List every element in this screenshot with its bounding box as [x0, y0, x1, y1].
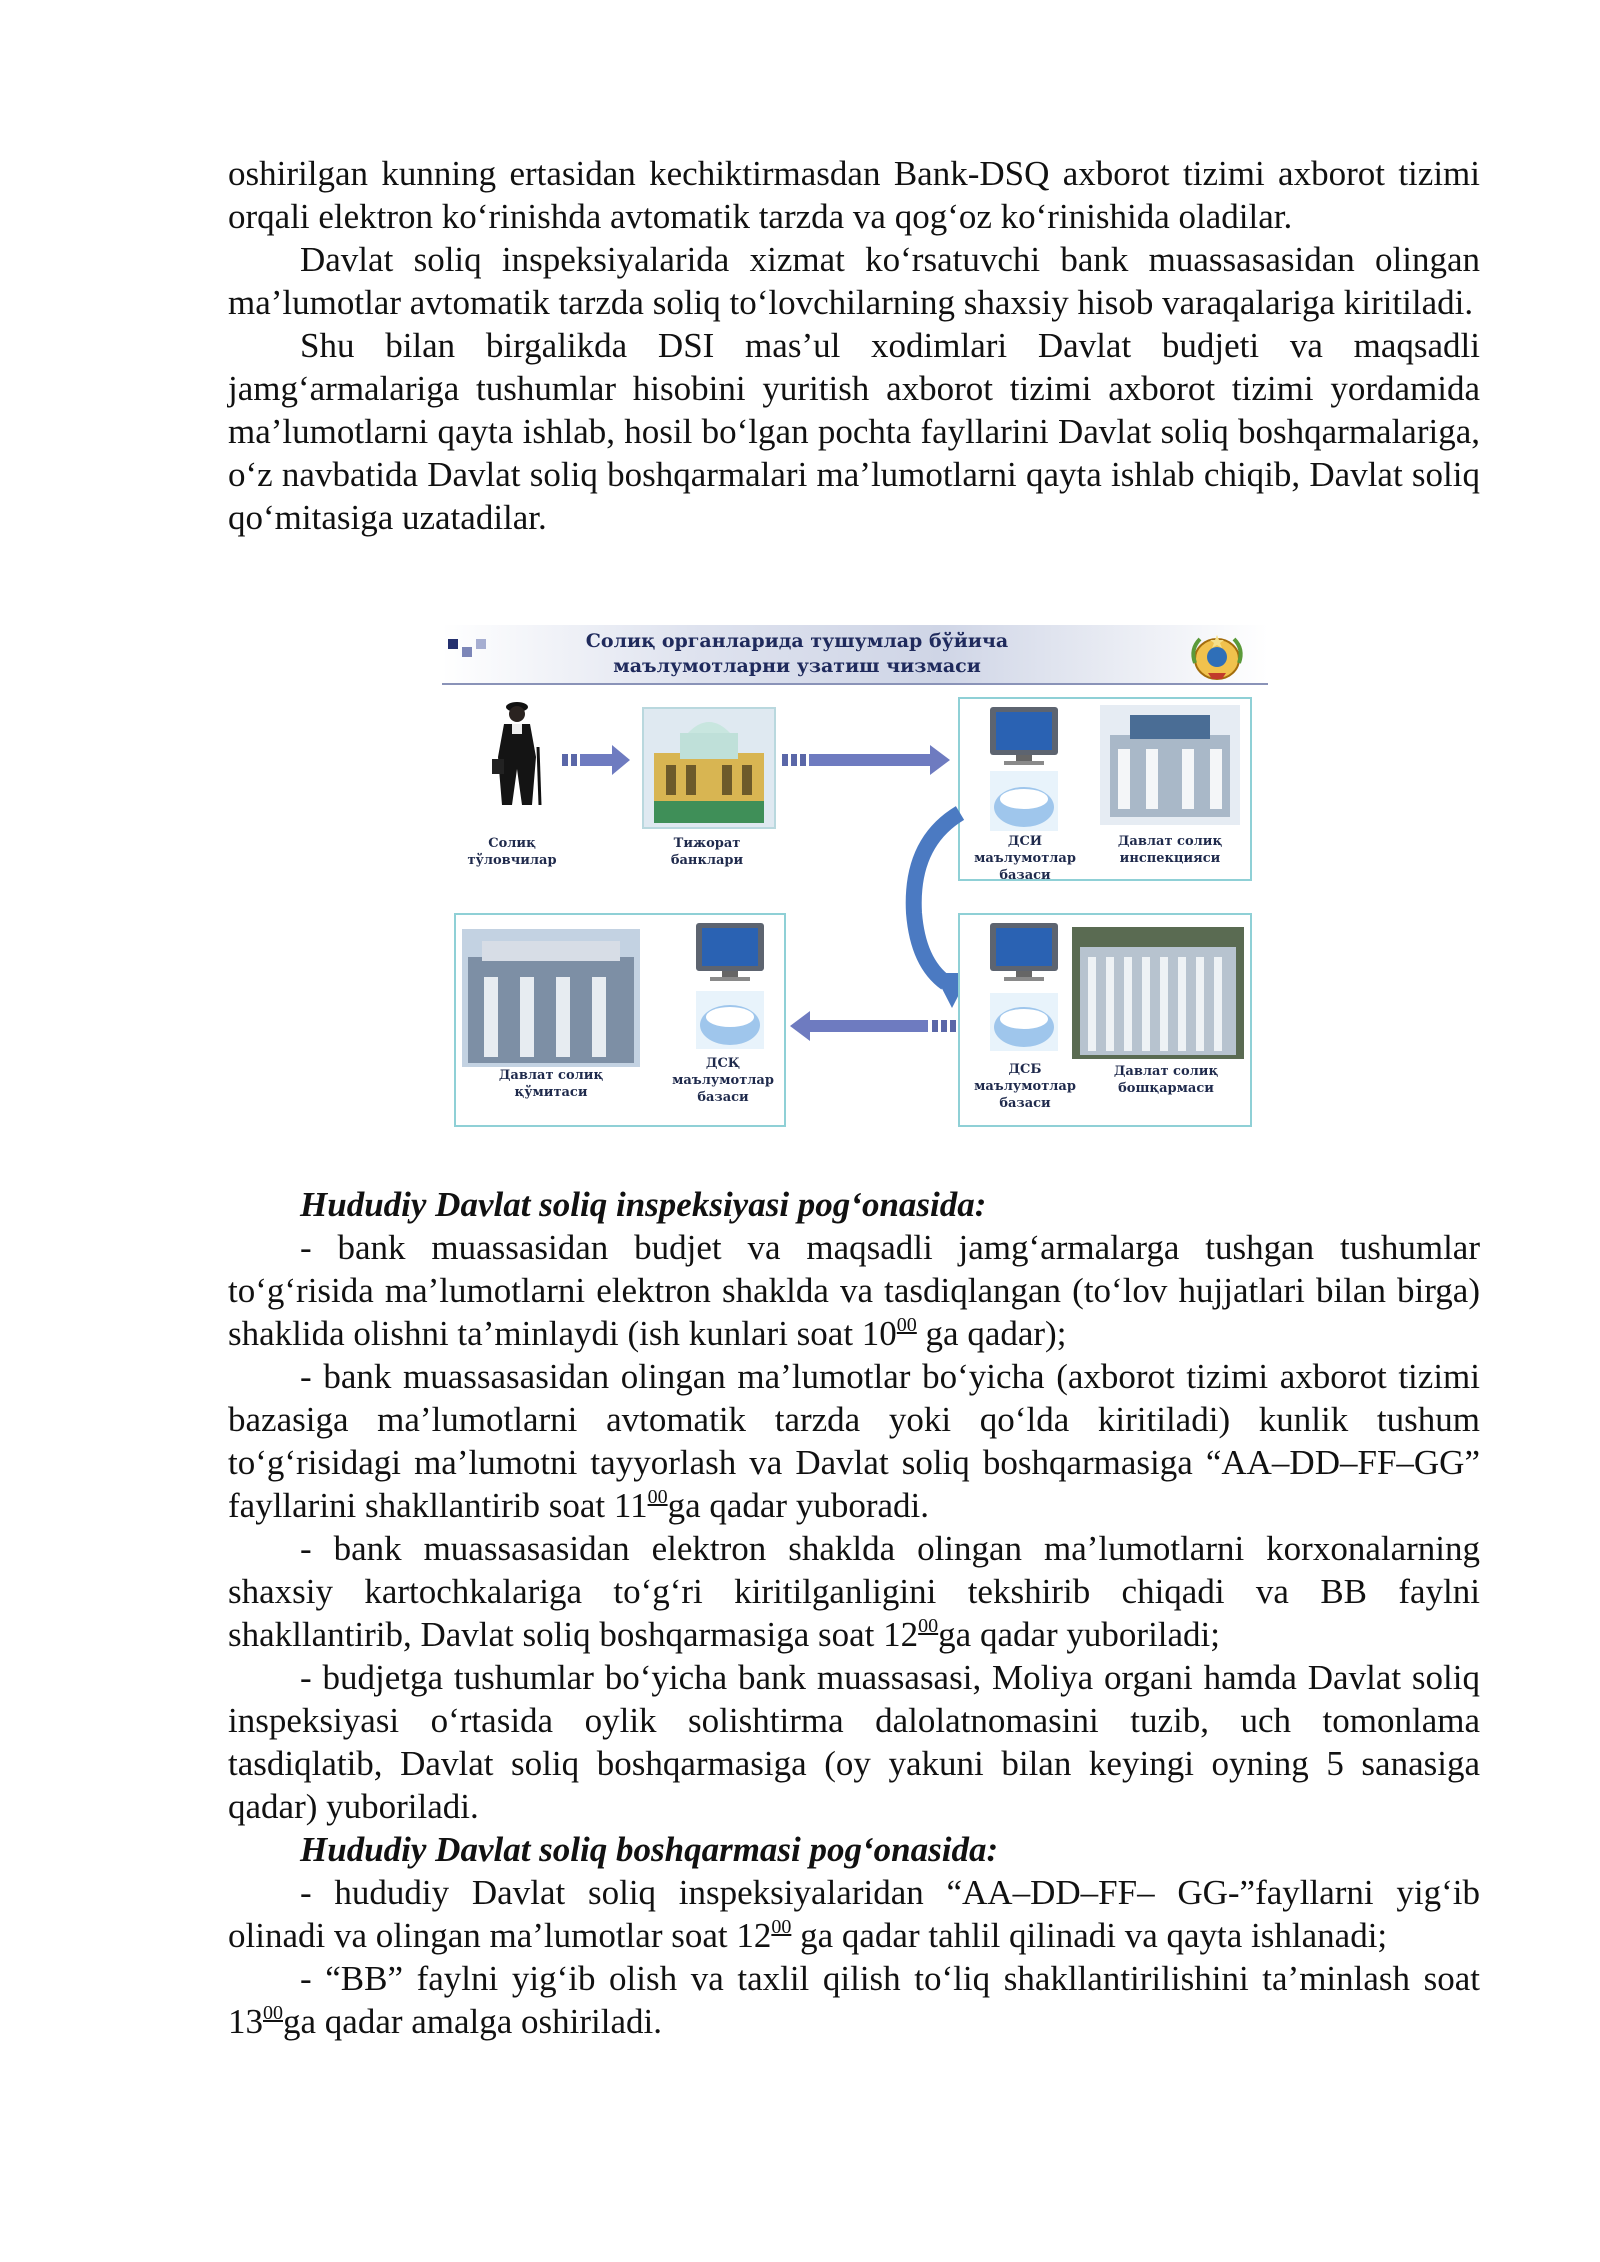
- tax-department-building-icon: [1072, 927, 1244, 1059]
- database-icon: [990, 993, 1058, 1051]
- paragraph: Davlat soliq inspeksiyalarida xizmat ko‘rsatuvchi bank muassasasidan olingan ma’lumotlar avtomatik tarzda soliq to‘lovchilarning shaxsiy hisob varaqalariga kiritiladi.: [228, 240, 1480, 322]
- label-dsq-db: ДСҚ маълумотлар базаси: [672, 1056, 774, 1105]
- computer-monitor-icon: [986, 705, 1062, 767]
- database-icon: [990, 771, 1058, 831]
- arrow-right-icon: [562, 743, 632, 777]
- dsi-panel: [958, 697, 1252, 881]
- label-taxpayers: Солиқ тўловчилар: [467, 836, 557, 868]
- list-item: - “BB” faylni yig‘ib olish va taxlil qilish to‘liq shakllantirilishini ta’minlash soat $13^{00}ga$ qadar amalga oshiriladi.: [228, 1959, 1480, 2041]
- bottom-text: [228, 1183, 1480, 2043]
- label-dsi: Давлат солиқ инспекцияси: [1117, 834, 1223, 866]
- list-item: - hududiy Davlat soliq inspeksiyalaridan “AA–DD–FF– GG-”fayllarni yig‘ib olinadi va olingan ma’lumotlar soat $12^{00}$ ga qadar tahlil qilinadi va qayta ishlanadi;: [228, 1873, 1480, 1955]
- bank-building-icon: [644, 709, 774, 827]
- paragraph: oshirilgan kunning ertasidan kechiktirmasdan Bank-DSQ axborot tizimi axborot tizimi orqali elektron ko‘rinishda avtomatik tarzda va qog‘oz ko‘rinishida oladilar.: [228, 154, 1480, 236]
- paragraph: Shu bilan birgalikda DSI mas’ul xodimlari Davlat budjeti va maqsadli jamg‘armalariga tushumlar hisobini yuritish axborot tizimi axborot tizimi yordamida ma’lumotlarni qayta ishlab, hosil bo‘lgan pochta fayllarini Davlat soliq boshqarmalariga, o‘z navbatida Davlat soliq boshqarmalari ma’lumotlarni qayta ishlab chiqib, Davlat soliq qo‘mitasiga uzatadilar.: [228, 326, 1480, 537]
- label-dsb: Давлат солиқ бошқармаси: [1113, 1064, 1219, 1096]
- tax-data-flow-diagram: [442, 625, 1268, 1130]
- computer-monitor-icon: [986, 921, 1062, 983]
- list-item: - budjetga tushumlar bo‘yicha bank muassasasi, Moliya organi hamda Davlat soliq inspeksiyasi o‘rtasida oylik solishtirma dalolatnomasini tuzib, uch tomonlama tasdiqlatib, Davlat soliq boshqarmasiga (oy yakuni bilan keyingi oyning 5 sanasiga qadar) yuboriladi.: [228, 1658, 1480, 1826]
- label-dsi-db: ДСИ маълумотлар базаси: [974, 834, 1076, 883]
- arrow-left-icon: [788, 1009, 956, 1043]
- tax-committee-building-icon: [462, 929, 640, 1067]
- diagram-title: Солиқ органларида тушумлар бўйича маълумотларни узатиш чизмаси: [585, 630, 1009, 677]
- database-icon: [696, 991, 764, 1049]
- taxpayer-person-icon: [482, 697, 552, 812]
- emblem-icon: [1186, 629, 1248, 683]
- list-item: - bank muassasidan budjet va maqsadli jamg‘armalarga tushgan tushumlar to‘g‘risida ma’lumotlarni elektron shaklda va tasdiqlangan (to‘lov hujjatlari bilan birga) shaklida olishni ta’minlaydi (ish kunlari soat $10^{00}$ ga qadar);: [228, 1228, 1480, 1353]
- section-heading: Hududiy Davlat soliq inspeksiyasi pog‘onasida:: [300, 1185, 987, 1224]
- dsq-panel: [454, 913, 786, 1127]
- dsb-panel: [958, 913, 1252, 1127]
- section-heading: Hududiy Davlat soliq boshqarmasi pog‘onasida:: [300, 1830, 999, 1869]
- list-item: - bank muassasasidan elektron shaklda olingan ma’lumotlarni korxonalarning shaxsiy kartochkalariga to‘g‘ri kiritilganligini tekshirib chiqadi va BB faylni shakllantirib, Davlat soliq boshqarmasiga soat $12^{00}ga$ qadar yuboriladi;: [228, 1529, 1480, 1654]
- top-text: [228, 152, 1480, 539]
- label-banks: Тижорат банклари: [670, 836, 744, 868]
- bank-image-frame: [642, 707, 776, 829]
- list-item: - bank muassasasidan olingan ma’lumotlar bo‘yicha (axborot tizimi axborot tizimi bazasiga ma’lumotlarni avtomatik tarzda yoki qo‘lda kiritiladi) kunlik tushum to‘g‘risidagi ma’lumotni tayyorlash va Davlat soliq boshqarmasiga “AA–DD–FF–GG” fayllarini shakllantirib soat $11^{00}ga$ qadar yuboradi.: [228, 1357, 1480, 1525]
- label-dsq: Давлат солиқ қўмитаси: [498, 1068, 604, 1100]
- computer-monitor-icon: [692, 921, 768, 983]
- tax-inspection-building-icon: [1100, 705, 1240, 825]
- arrow-right-long-icon: [782, 743, 952, 777]
- label-dsb-db: ДСБ маълумотлар базаси: [974, 1062, 1076, 1111]
